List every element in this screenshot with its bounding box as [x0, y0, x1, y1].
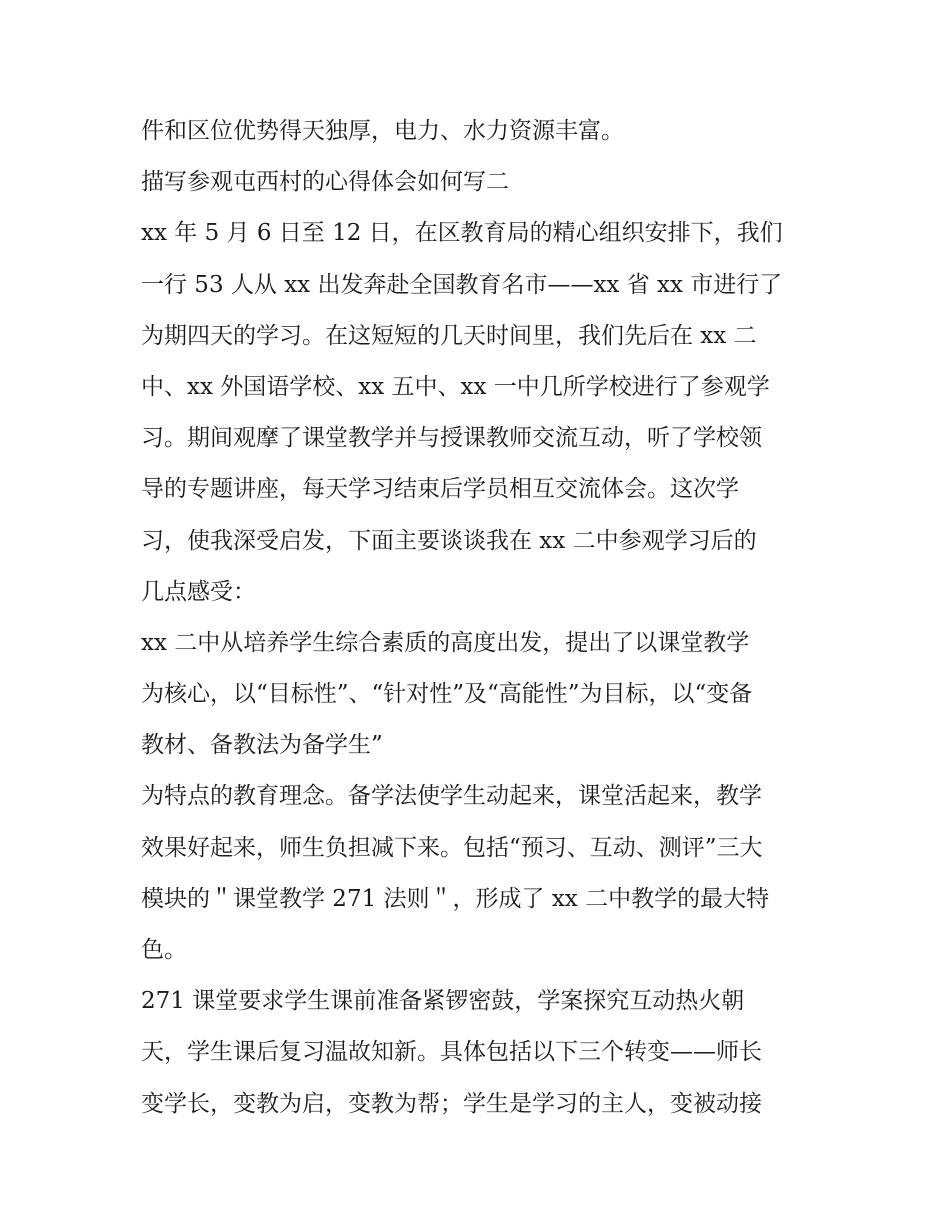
text-line: 271 课堂要求学生课前准备紧锣密鼓，学案探究互动热火朝 [141, 988, 745, 1015]
text-line: 模块的＂课堂教学 271 法则＂，形成了 xx 二中教学的最大特 [141, 885, 770, 912]
text-line: 为期四天的学习。在这短短的几天时间里，我们先后在 xx 二 [141, 322, 757, 349]
body-text [141, 106, 821, 1130]
section-heading: 描写参观屯西村的心得体会如何写二 [141, 169, 509, 196]
text-line: 教材、备教法为备学生” [141, 732, 383, 759]
text-line: 为核心，以“目标性”、“针对性”及“高能性”为目标，以“变备 [141, 681, 753, 708]
text-line: 中、xx 外国语学校、xx 五中、xx 一中几所学校进行了参观学 [141, 373, 770, 400]
text-line: 色。 [141, 937, 187, 963]
text-line: 天，学生课后复习温故知新。具体包括以下三个转变——师长 [141, 1039, 762, 1066]
text-line: xx 二中从培养学生综合素质的高度出发，提出了以课堂教学 [141, 629, 750, 656]
text-line: 为特点的教育理念。备学法使学生动起来，课堂活起来，教学 [141, 783, 762, 810]
text-line: 导的专题讲座，每天学习结束后学员相互交流体会。这次学 [141, 476, 739, 503]
text-line: 习。期间观摩了课堂教学并与授课教师交流互动，听了学校领 [141, 425, 762, 452]
text-line: 件和区位优势得天独厚，电力、水力资源丰富。 [141, 118, 624, 144]
text-line: 一行 53 人从 xx 出发奔赴全国教育名市——xx 省 xx 市进行了 [141, 271, 783, 298]
text-line: 习，使我深受启发，下面主要谈谈我在 xx 二中参观学习后的 [141, 527, 757, 554]
text-line: 几点感受： [141, 578, 256, 605]
text-line: xx 年 5 月 6 日至 12 日，在区教育局的精心组织安排下，我们 [141, 220, 783, 247]
text-line: 效果好起来，师生负担减下来。包括“预习、互动、测评”三大 [141, 834, 763, 861]
text-line: 变学长，变教为启，变教为帮；学生是学习的主人，变被动接 [141, 1090, 762, 1117]
